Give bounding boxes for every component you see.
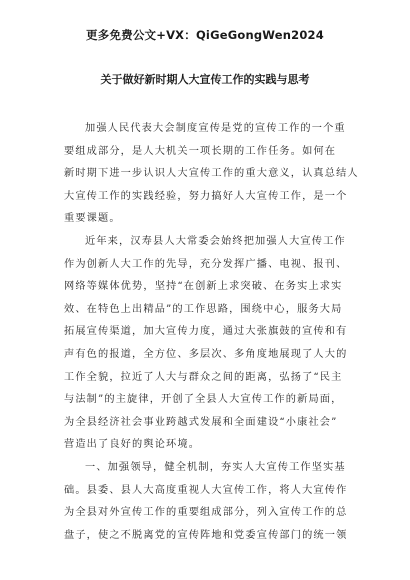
body-text-line: 效、在特色上出精品”的工作思路，围绕中心，服务大局 [64, 303, 343, 315]
body-text-line: 盘子，使之不脱离党的宣传阵地和党委宣传部门的统一领 [64, 529, 348, 541]
body-text-line: 大宣传工作的实践经验，努力搞好人大宣传工作，是一个 [64, 190, 348, 202]
body-text-line: 营造出了良好的舆论环境。 [64, 439, 201, 451]
document-title: 关于做好新时期人大宣传工作的实践与思考 [100, 73, 310, 86]
body-text-line: 加强人民代表大会制度宣传是党的宣传工作的一个重 [85, 123, 346, 134]
body-text-line: 重要课题。 [64, 213, 121, 225]
body-text-line: 一、加强领导，健全机制，夯实人大宣传工作坚实基 [85, 461, 346, 473]
body-text-line: 网络等媒体优势，坚持“在创新上求突破、在务实上求实 [64, 281, 343, 293]
body-text-line: 要组成部分，是人大机关一项长期的工作任务。如何在 [64, 145, 337, 157]
body-text-line: 为全县经济社会事业跨越式发展和全面建设“小康社会” [64, 416, 338, 428]
body-text-line: 近年来，汉寿县人大常委会始终把加强人大宣传工作 [85, 235, 346, 247]
watermark-header: 更多免费公文+VX：QiGeGongWen2024 [86, 28, 324, 42]
body-text-line: 作为创新人大工作的先导，充分发挥广播、电视、报刊、 [64, 258, 348, 270]
body-text-line: 新时期下进一步认识人大宣传工作的重大意义，认真总结人 [64, 168, 359, 180]
body-text-line: 础。县委、县人大高度重视人大宣传工作，将人大宣传作 [64, 484, 348, 496]
body-text-line: 工作全貌，拉近了人大与群众之间的距离，弘扬了“民主 [64, 371, 343, 383]
body-text-line: 为全县对外宣传工作的重要组成部分，列入宣传工作的总 [64, 507, 348, 519]
body-text-line: 拓展宣传渠道，加大宣传力度，通过大张旗鼓的宣传和有 [64, 326, 348, 338]
body-text-line: 声有色的报道，全方位、多层次、多角度地展现了人大的 [64, 348, 348, 360]
body-text-line: 与法制”的主旋律，开创了全县人大宣传工作的新局面， [64, 394, 343, 406]
document-body [64, 118, 359, 547]
